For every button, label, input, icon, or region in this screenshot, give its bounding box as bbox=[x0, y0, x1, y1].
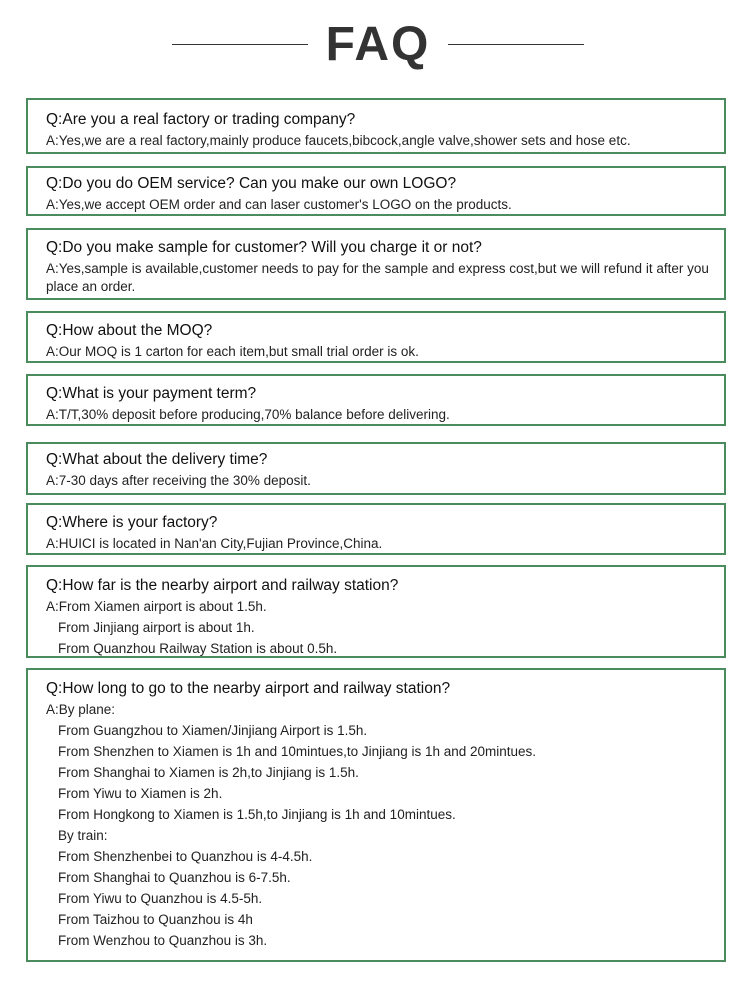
faq-answer: A:Yes,we are a real factory,mainly produce faucets,bibcock,angle valve,shower sets and hose etc. bbox=[46, 133, 631, 148]
faq-answer-line: From Shanghai to Xiamen is 2h,to Jinjiang is 1.5h. bbox=[58, 765, 359, 780]
faq-header bbox=[0, 14, 750, 76]
faq-question: Q:What about the delivery time? bbox=[46, 451, 268, 468]
faq-answer-line: A:By plane: bbox=[46, 702, 116, 717]
faq-answer-line: From Wenzhou to Quanzhou is 3h. bbox=[58, 933, 268, 948]
faq-item-payment bbox=[26, 374, 726, 426]
faq-item-sample bbox=[26, 228, 726, 300]
title-rule-right bbox=[448, 44, 584, 45]
faq-answer: A:HUICI is located in Nan'an City,Fujian Province,China. bbox=[46, 536, 383, 551]
faq-answer-line: A:From Xiamen airport is about 1.5h. bbox=[46, 599, 267, 614]
faq-answer-line: From Hongkong to Xiamen is 1.5h,to Jinjiang is 1h and 10mintues. bbox=[58, 807, 456, 822]
faq-answer-line: From Guangzhou to Xiamen/Jinjiang Airport is 1.5h. bbox=[58, 723, 368, 738]
faq-item-location bbox=[26, 503, 726, 555]
faq-answer-line: From Taizhou to Quanzhou is 4h bbox=[58, 912, 253, 927]
faq-question: Q:Do you do OEM service? Can you make our own LOGO? bbox=[46, 175, 457, 192]
page-title: FAQ bbox=[325, 18, 431, 71]
faq-item-moq bbox=[26, 311, 726, 363]
faq-question: Q:Do you make sample for customer? Will you charge it or not? bbox=[46, 239, 482, 256]
faq-answer-line: From Quanzhou Railway Station is about 0.5h. bbox=[58, 641, 338, 656]
faq-answer-line: From Shenzhen to Xiamen is 1h and 10mintues,to Jinjiang is 1h and 20mintues. bbox=[58, 744, 537, 759]
faq-answer-line: From Shenzhenbei to Quanzhou is 4-4.5h. bbox=[58, 849, 313, 864]
faq-item-travel-time bbox=[26, 668, 726, 962]
faq-question: Q:Are you a real factory or trading company? bbox=[46, 111, 356, 128]
faq-answer: A:Our MOQ is 1 carton for each item,but small trial order is ok. bbox=[46, 344, 419, 359]
faq-item-factory bbox=[26, 98, 726, 154]
faq-question: Q:How long to go to the nearby airport and railway station? bbox=[46, 680, 451, 697]
faq-answer: A:T/T,30% deposit before producing,70% balance before delivering. bbox=[46, 407, 450, 422]
faq-item-delivery bbox=[26, 442, 726, 495]
faq-question: Q:Where is your factory? bbox=[46, 514, 218, 531]
faq-answer: A:Yes,sample is available,customer needs to pay for the sample and express cost,but we will refund it after you place an order. bbox=[46, 261, 709, 294]
faq-answer: A:7-30 days after receiving the 30% deposit. bbox=[46, 473, 311, 488]
faq-item-oem bbox=[26, 166, 726, 216]
faq-question: Q:How about the MOQ? bbox=[46, 322, 213, 339]
faq-question: Q:How far is the nearby airport and railway station? bbox=[46, 577, 399, 594]
faq-answer-line: From Yiwu to Quanzhou is 4.5-5h. bbox=[58, 891, 263, 906]
faq-item-distance bbox=[26, 565, 726, 658]
title-rule-left bbox=[172, 44, 308, 45]
faq-answer: A:Yes,we accept OEM order and can laser customer's LOGO on the products. bbox=[46, 197, 512, 212]
faq-answer-line: From Yiwu to Xiamen is 2h. bbox=[58, 786, 223, 801]
faq-answer-line: From Jinjiang airport is about 1h. bbox=[58, 620, 255, 635]
faq-answer-line: From Shanghai to Quanzhou is 6-7.5h. bbox=[58, 870, 291, 885]
faq-answer-line: By train: bbox=[58, 828, 108, 843]
faq-question: Q:What is your payment term? bbox=[46, 385, 257, 402]
